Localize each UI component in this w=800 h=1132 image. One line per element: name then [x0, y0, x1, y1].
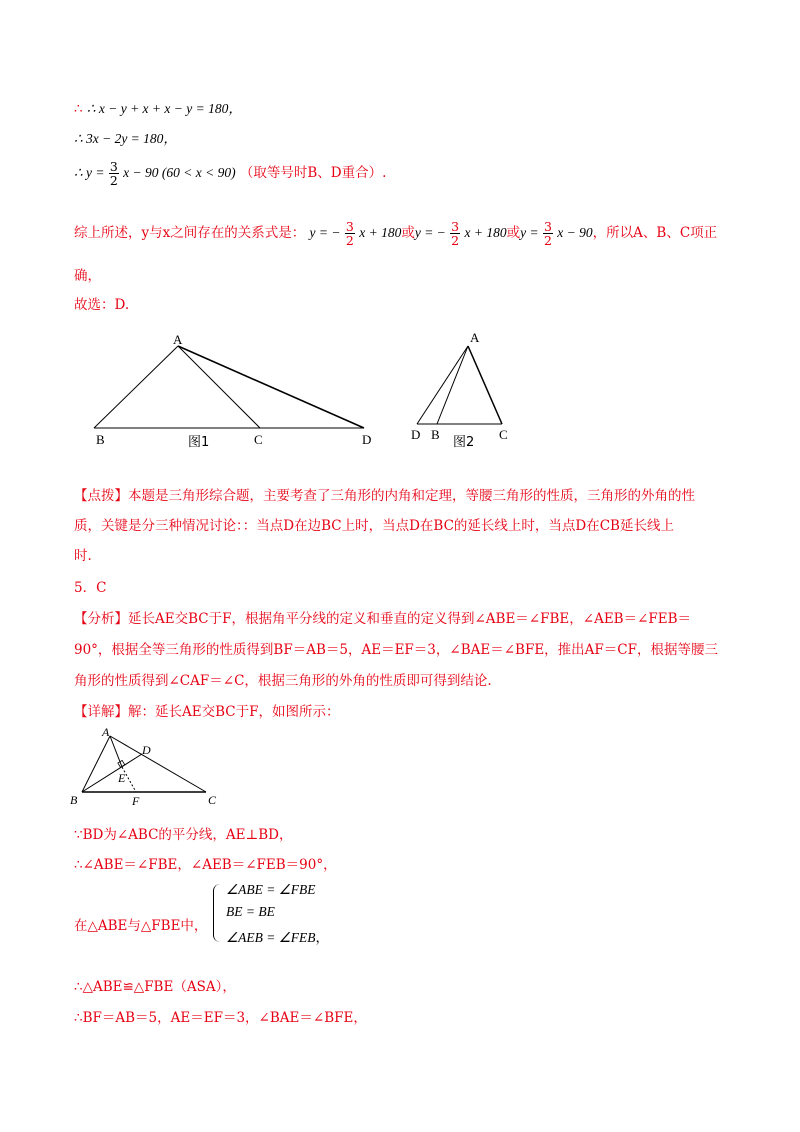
- fig1-caption: 图1: [188, 435, 210, 450]
- proof-line-2: ∴∠ABE＝∠FBE，∠AEB＝∠FEB＝90°，: [74, 857, 337, 873]
- system-eq-1: ∠ABE = ∠FBE: [226, 882, 316, 897]
- system-eq-3: ∠AEB = ∠FEB，: [226, 930, 330, 945]
- q5-answer: 5．C: [74, 580, 107, 596]
- q5-detail: 【详解】解：延长AE交BC于F，如图所示：: [74, 704, 340, 720]
- proof-line-1: ∵BD为∠ABC的平分线，AE⊥BD，: [74, 827, 293, 843]
- fig3-label-c: C: [208, 793, 217, 807]
- choose-line: 故选：D.: [74, 297, 130, 313]
- q5-analysis-1: 【分析】延长AE交BC于F，根据角平分线的定义和垂直的定义得到∠ABE＝∠FBE，∠AEB＝∠FEB＝: [74, 611, 692, 627]
- equation-line-3: ∴ y = $\frac{3}{2}$ x − 90 (60 < x < 90) （取等号时B、D重合）.: [74, 159, 387, 188]
- fig3-label-b: B: [70, 793, 78, 807]
- fig1-label-d: D: [362, 432, 372, 447]
- figure-3: [66, 724, 236, 808]
- system-brace: [213, 884, 220, 942]
- fig3-label-a: A: [102, 725, 110, 739]
- fig2-label-a: A: [470, 330, 480, 345]
- fig1-label-a: A: [173, 332, 183, 347]
- equation-line-2: ∴ 3x − 2y = 180，: [74, 131, 177, 146]
- summary-line-cont: 确，: [74, 268, 101, 284]
- fig2-caption: 图2: [453, 435, 475, 450]
- q5-analysis-2: 90°，根据全等三角形的性质得到BF＝AB＝5，AE＝EF＝3，∠BAE＝∠BFE，推出AF＝CF，根据等腰三: [74, 642, 718, 658]
- proof-line-5: ∴BF＝AB＝5，AE＝EF＝3，∠BAE＝∠BFE，: [74, 1010, 367, 1026]
- fig1-label-c: C: [254, 432, 263, 447]
- tip-line-1: 【点拨】本题是三角形综合题，主要考查了三角形的内角和定理，等腰三角形的性质，三角形的外角的性: [74, 488, 695, 504]
- proof-line-4: ∴△ABE≌△FBE（ASA），: [74, 979, 236, 995]
- fig3-label-e: E: [118, 771, 126, 785]
- equation-line-1: ∴ ∴ x − y + x + x − y = 180，: [74, 101, 242, 117]
- tip-line-3: 时.: [74, 548, 92, 564]
- system-eq-2: BE = BE: [226, 904, 275, 919]
- summary-line: 综上所述，y与x之间存在的关系式是： y = − $\frac{3}{2}$ x + 180或y = − $\frac{3}{2}$ x + 180或y = $\frac{3}{2}$ x − 90，所以A、B、C项正: [74, 219, 718, 248]
- tip-line-2: 质，关键是分三种情况讨论：：当点D在边BC上时，当点D在BC的延长线上时，当点D在CB延长线上: [74, 518, 674, 534]
- fig2-label-c: C: [499, 427, 508, 442]
- figure-1: [80, 328, 380, 453]
- fig2-label-d: D: [411, 427, 421, 442]
- fig1-label-b: B: [96, 432, 105, 447]
- q5-analysis-3: 角形的性质得到∠CAF＝∠C，根据三角形的外角的性质即可得到结论.: [74, 673, 492, 689]
- fig2-label-b: B: [431, 427, 440, 442]
- figure-2: [405, 328, 525, 453]
- fig3-label-f: F: [132, 794, 140, 808]
- fig3-label-d: D: [142, 743, 151, 757]
- proof-line-3: 在△ABE与△FBE中，: [74, 918, 208, 934]
